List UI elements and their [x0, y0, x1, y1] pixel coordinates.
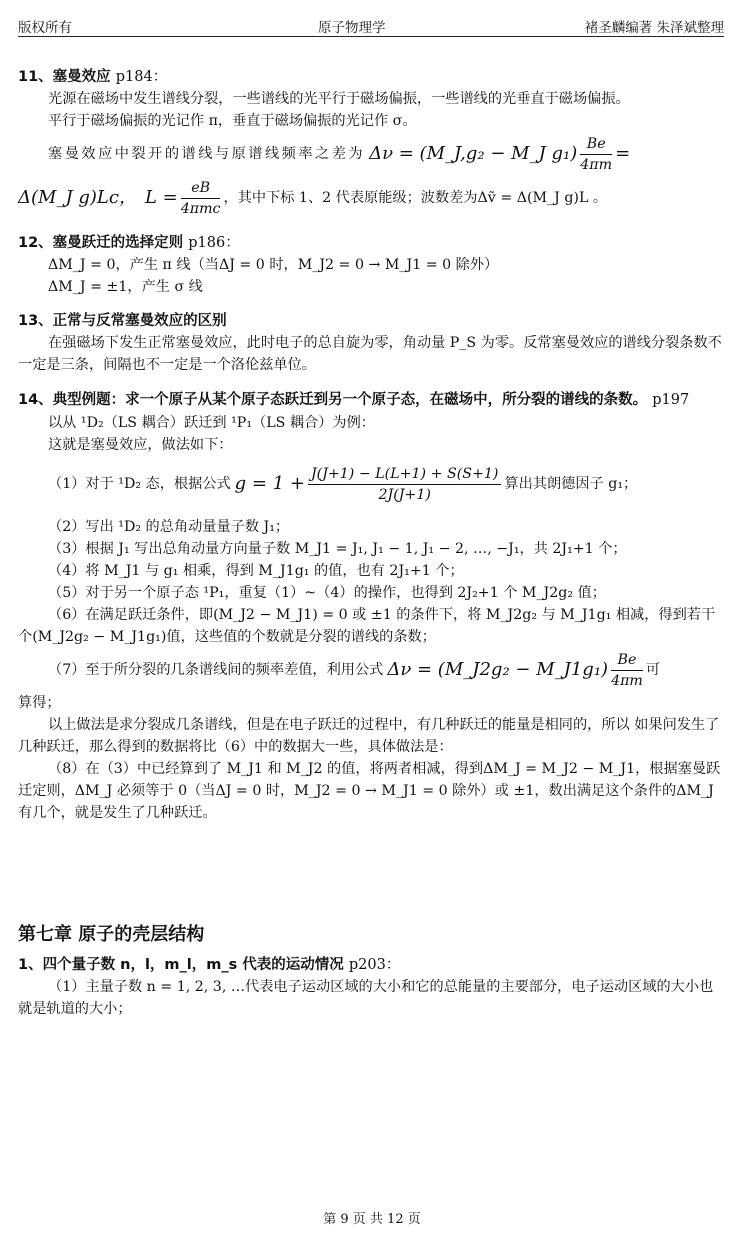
step-7-continuation: 算得；: [18, 695, 61, 711]
fraction-numerator: Be: [611, 650, 643, 671]
fraction-denominator: 4πmc: [180, 200, 221, 217]
step-4: （4）将 M_J1 与 g₁ 相乘，得到 M_J1g₁ 的值，也有 2J₁+1 个；: [48, 563, 464, 579]
step-1-tail: 算出其朗德因子 g₁；: [504, 476, 638, 492]
fraction-denominator: 4πm: [611, 672, 643, 689]
chapter-7-section-1-heading: [18, 954, 722, 976]
fraction-numerator: eB: [181, 178, 221, 199]
fraction-be-4pim: [580, 134, 612, 175]
fraction-numerator: J(J+1) − L(L+1) + S(S+1): [308, 464, 501, 485]
wavenumber-difference-text: ，其中下标 1、2 代表原能级；波数差为Δṽ = Δ(M_J g)L 。: [223, 190, 608, 206]
section-14-line-2: 这就是塞曼效应，做法如下：: [48, 437, 233, 453]
section-11-title: 11、塞曼效应: [18, 69, 111, 85]
section-11-para-1: 光源在磁场中发生谱线分裂，一些谱线的光平行于磁场偏振，一些谱线的光垂直于磁场偏振。: [48, 91, 630, 107]
header-center: 原子物理学: [318, 20, 386, 36]
section-11-heading: [18, 66, 722, 88]
section-14-heading: [18, 388, 722, 412]
chapter-7-section-1-page-ref: p203：: [348, 957, 401, 973]
fraction-eb-4pimc: [181, 178, 221, 219]
chapter-7-section-1-para: （1）主量子数 n = 1, 2, 3, …代表电子运动区域的大小和它的总能量的主要部分，电子运动区域的大小也就是轨道的大小；: [18, 979, 714, 1017]
section-11-page-ref: p184：: [115, 69, 168, 85]
zeeman-shift-formula: Δν = (M_J,g₂ − M_J g₁): [369, 143, 578, 164]
step-7-tail: 可: [645, 662, 661, 678]
section-14-page-ref: p197: [652, 392, 690, 408]
selection-rule-pi: ΔM_J = 0，产生 π 线（当ΔJ = 0 时，M_J2 = 0 → M_J1 = 0 除外）: [48, 257, 499, 273]
section-11-formula-line: [18, 132, 722, 176]
section-14-line-1: 以从 ¹D₂（LS 耦合）跃迁到 ¹P₁（LS 耦合）为例：: [48, 415, 375, 431]
lande-g-lhs: g = 1 +: [234, 473, 305, 494]
step-8: （8）在（3）中已经算到了 M_J1 和 M_J2 的值，将两者相减，得到ΔM_J = M_J2 − M_J1，根据塞曼跃迁定则，ΔM_J 必须等于 0（当ΔJ = 0 时，M_J2 = 0 → M_J1 = 0 除外）或 ±1，数出满足这个条件的ΔM_J 有几个，就是发生了几种跃迁。: [18, 761, 721, 821]
section-14-title: 14、典型例题：求一个原子从某个原子态跃迁到另一个原子态，在磁场中，所分裂的谱线的条数。: [18, 392, 648, 408]
section-13-heading: 13、正常与反常塞曼效应的区别: [18, 313, 227, 329]
delta-mjg-lc: Δ(M_J g)Lc，: [18, 187, 137, 208]
page-header: [18, 14, 724, 37]
frequency-difference-formula: Δν = (M_J2g₂ − M_J1g₁): [387, 659, 609, 680]
fraction-be-4pim-2: [611, 650, 643, 691]
equals-sign: =: [615, 143, 631, 164]
page-body: [18, 66, 722, 1020]
section-13-para: 在强磁场下发生正常塞曼效应，此时电子的总自旋为零，角动量 P_S 为零。反常塞曼效应的谱线分裂条数不一定是三条，间隔也不一定是一个洛伦兹单位。: [18, 335, 722, 373]
section-12-title: 12、塞曼跃迁的选择定则: [18, 235, 184, 251]
step-1-text: （1）对于 ¹D₂ 态，根据公式: [48, 476, 231, 492]
lorentz-unit-lhs: L =: [144, 187, 178, 208]
section-11-para-2: 平行于磁场偏振的光记作 π，垂直于磁场偏振的光记作 σ。: [48, 113, 417, 129]
selection-rule-sigma: ΔM_J = ±1，产生 σ 线: [48, 279, 203, 295]
header-right: 褚圣麟编著 朱泽斌整理: [584, 20, 724, 36]
step-6: （6）在满足跃迁条件，即(M_J2 − M_J1) = 0 或 ±1 的条件下，将 M_J2g₂ 与 M_J1g₁ 相减，得到若干个(M_J2g₂ − M_J1g₁)值，这些值的个数就是分裂的谱线的条数；: [18, 607, 716, 645]
fraction-numerator: Be: [580, 134, 612, 155]
section-12-page-ref: p186：: [188, 235, 240, 251]
step-2: （2）写出 ¹D₂ 的总角动量量子数 J₁；: [48, 519, 290, 535]
formula-lead-text: 塞曼效应中裂开的谱线与原谱线频率之差为: [48, 146, 366, 162]
step-1-line: [18, 456, 722, 512]
page-footer: 第 9 页 共 12 页: [323, 1212, 421, 1227]
section-11-formula-line-2: [18, 176, 722, 220]
fraction-denominator: 4πm: [580, 156, 613, 173]
step-7-line: [18, 648, 722, 692]
section-12-heading: [18, 232, 722, 254]
step-5: （5）对于另一个原子态 ¹P₁，重复（1）~（4）的操作，也得到 2J₂+1 个 M_J2g₂ 值；: [48, 585, 606, 601]
header-left: 版权所有: [18, 20, 72, 36]
section-14-after-para: 以上做法是求分裂成几条谱线，但是在电子跃迁的过程中，有几种跃迁的能量是相同的，所以 如果问发生了几种跃迁，那么得到的数据将比（6）中的数据大一些，具体做法是：: [18, 717, 720, 755]
chapter-7-section-1-title: 1、四个量子数 n，l，m_l，m_s 代表的运动情况: [18, 957, 344, 973]
chapter-7-title: 第七章 原子的壳层结构: [18, 924, 205, 945]
step-7-text: （7）至于所分裂的几条谱线间的频率差值，利用公式: [48, 662, 384, 678]
fraction-denominator: 2J(J+1): [378, 486, 431, 503]
step-3: （3）根据 J₁ 写出总角动量方向量子数 M_J1 = J₁, J₁ − 1, J₁ − 2, …, −J₁，共 2J₁+1 个；: [48, 541, 627, 557]
lande-g-fraction: [308, 464, 501, 505]
